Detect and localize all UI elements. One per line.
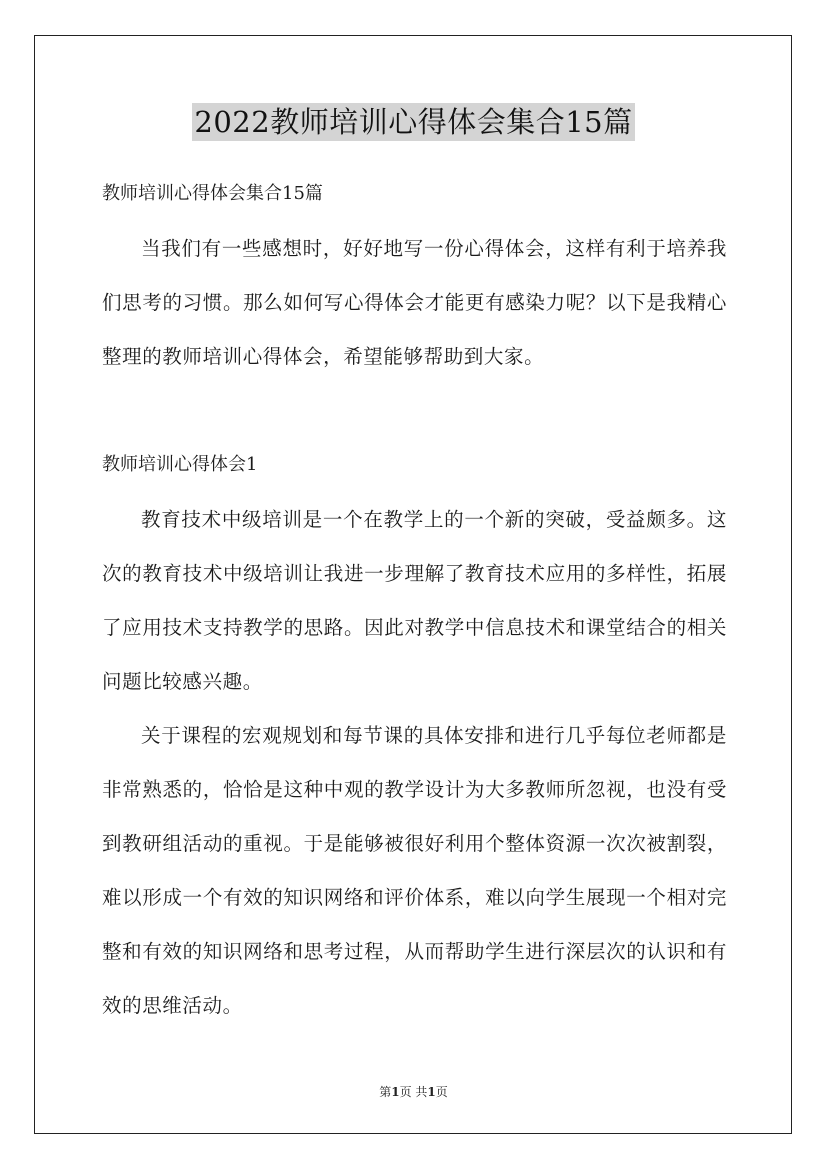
document-title: 2022教师培训心得体会集合15篇 — [194, 105, 633, 139]
page-mid: 页 共 — [399, 1085, 428, 1099]
body-paragraph-1: 教育技术中级培训是一个在教学上的一个新的突破，受益颇多。这次的教育技术中级培训让我进一步理解了教育技术应用的多样性，拓展了应用技术支持教学的思路。因此对教学中信息技术和课堂结合的相关问题比较感兴趣。 — [102, 508, 727, 693]
body-paragraph-2: 关于课程的宏观规划和每节课的具体安排和进行几乎每位老师都是非常熟悉的，恰恰是这种中观的教学设计为大多教师所忽视，也没有受到教研组活动的重视。于是能够被很好利用个整体资源一次次被割裂，难以形成一个有效的知识网络和评价体系，难以向学生展现一个相对完整和有效的知识网络和思考过程，从而帮助学生进行深层次的认识和有效的思维活动。 — [102, 724, 727, 1017]
intro-paragraph: 当我们有一些感想时，好好地写一份心得体会，这样有利于培养我们思考的习惯。那么如何写心得体会才能更有感染力呢？以下是我精心整理的教师培训心得体会，希望能够帮助到大家。 — [102, 237, 727, 368]
page-suffix: 页 — [435, 1085, 448, 1099]
title-container — [0, 103, 827, 141]
page-footer — [0, 1084, 827, 1100]
page-prefix: 第 — [379, 1085, 392, 1099]
page-current: 1 — [391, 1085, 400, 1099]
document-subtitle: 教师培训心得体会集合15篇 — [102, 183, 323, 204]
page-total: 1 — [427, 1085, 436, 1099]
section-heading: 教师培训心得体会1 — [102, 454, 258, 475]
